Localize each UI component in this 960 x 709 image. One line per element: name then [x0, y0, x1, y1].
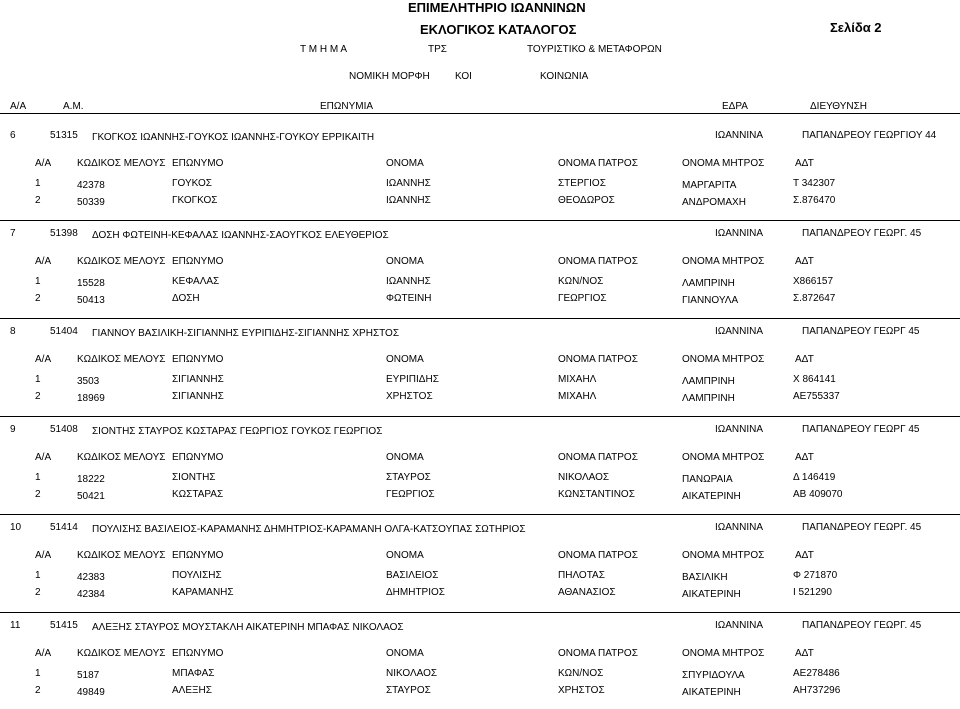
- member-mother: ΠΑΝΩΡΑΙΑ: [682, 474, 733, 485]
- member-surname: ΓΚΟΓΚΟΣ: [172, 195, 218, 206]
- member-col-code: ΚΩΔΙΚΟΣ ΜΕΛΟΥΣ: [77, 648, 166, 659]
- member-adt: ΑΕ755337: [793, 391, 840, 402]
- entry-divider: [0, 318, 960, 319]
- entry-name: ΣΙΟΝΤΗΣ ΣΤΑΥΡΟΣ ΚΩΣΤΑΡΑΣ ΓΕΩΡΓΙΟΣ ΓΟΥΚΟΣ ΓΕΩΡΓΙΟΣ: [92, 426, 383, 437]
- legal-form-label: ΝΟΜΙΚΗ ΜΟΡΦΗ: [349, 71, 430, 82]
- entry-address: ΠΑΠΑΝΔΡΕΟΥ ΓΕΩΡΓ. 45: [802, 228, 922, 239]
- document-title: ΕΚΛΟΓΙΚΟΣ ΚΑΤΑΛΟΓΟΣ: [420, 22, 577, 37]
- member-code: 50339: [77, 197, 105, 208]
- entry-name: ΔΟΣΗ ΦΩΤΕΙΝΗ-ΚΕΦΑΛΑΣ ΙΩΑΝΝΗΣ-ΣΑΟΥΓΚΟΣ ΕΛΕΥΘΕΡΙΟΣ: [92, 230, 389, 241]
- member-name: ΦΩΤΕΙΝΗ: [386, 293, 432, 304]
- entry-am: 51414: [50, 522, 78, 533]
- member-col-code: ΚΩΔΙΚΟΣ ΜΕΛΟΥΣ: [77, 256, 166, 267]
- section-code: ΤΡΣ: [428, 44, 447, 55]
- entry-name: ΑΛΕΞΗΣ ΣΤΑΥΡΟΣ ΜΟΥΣΤΑΚΛΗ ΑΙΚΑΤΕΡΙΝΗ ΜΠΑΦΑΣ ΝΙΚΟΛΑΟΣ: [92, 622, 404, 633]
- page-number: Σελίδα 2: [830, 20, 882, 35]
- member-father: ΠΗΛΟΤΑΣ: [558, 570, 605, 581]
- member-col-name: ΟΝΟΜΑ: [386, 256, 424, 267]
- member-father: ΣΤΕΡΓΙΟΣ: [558, 178, 606, 189]
- entry-divider: [0, 416, 960, 417]
- member-col-aa: Α/Α: [35, 648, 52, 659]
- member-surname: ΚΕΦΑΛΑΣ: [172, 276, 220, 287]
- org-title: ΕΠΙΜΕΛΗΤΗΡΙΟ ΙΩΑΝΝΙΝΩΝ: [408, 0, 586, 15]
- member-col-adt: ΑΔΤ: [795, 354, 814, 365]
- member-father: ΜΙΧΑΗΛ: [558, 374, 597, 385]
- member-father: ΓΕΩΡΓΙΟΣ: [558, 293, 607, 304]
- entry-aa: 11: [10, 620, 21, 631]
- member-name: ΓΕΩΡΓΙΟΣ: [386, 489, 435, 500]
- member-col-aa: Α/Α: [35, 256, 52, 267]
- entry-divider: [0, 612, 960, 613]
- entry-seat: ΙΩΑΝΝΙΝΑ: [715, 620, 764, 631]
- entry-aa: 8: [10, 326, 16, 337]
- member-col-adt: ΑΔΤ: [795, 648, 814, 659]
- member-name: ΒΑΣΙΛΕΙΟΣ: [386, 570, 439, 581]
- member-name: ΧΡΗΣΤΟΣ: [386, 391, 433, 402]
- entry-address: ΠΑΠΑΝΔΡΕΟΥ ΓΕΩΡΓ. 45: [802, 522, 922, 533]
- member-aa: 1: [35, 570, 41, 581]
- member-adt: Χ866157: [793, 276, 834, 287]
- column-name: ΕΠΩΝΥΜΙΑ: [320, 101, 374, 112]
- member-father: ΚΩΝΣΤΑΝΤΙΝΟΣ: [558, 489, 635, 500]
- member-father: ΚΩΝ/ΝΟΣ: [558, 276, 604, 287]
- member-code: 50413: [77, 295, 105, 306]
- member-col-aa: Α/Α: [35, 550, 52, 561]
- member-aa: 1: [35, 472, 41, 483]
- entry-seat: ΙΩΑΝΝΙΝΑ: [715, 130, 764, 141]
- member-mother: ΓΙΑΝΝΟΥΛΑ: [682, 295, 739, 306]
- section-name: ΤΟΥΡΙΣΤΙΚΟ & ΜΕΤΑΦΟΡΩΝ: [527, 44, 662, 55]
- column-am: Α.Μ.: [63, 101, 84, 112]
- member-aa: 1: [35, 178, 41, 189]
- member-col-mother: ΟΝΟΜΑ ΜΗΤΡΟΣ: [682, 648, 765, 659]
- member-col-father: ΟΝΟΜΑ ΠΑΤΡΟΣ: [558, 256, 638, 267]
- member-col-father: ΟΝΟΜΑ ΠΑΤΡΟΣ: [558, 158, 638, 169]
- entry-seat: ΙΩΑΝΝΙΝΑ: [715, 228, 764, 239]
- member-col-mother: ΟΝΟΜΑ ΜΗΤΡΟΣ: [682, 452, 765, 463]
- member-mother: ΛΑΜΠΡΙΝΗ: [682, 278, 735, 289]
- member-col-mother: ΟΝΟΜΑ ΜΗΤΡΟΣ: [682, 256, 765, 267]
- member-aa: 2: [35, 685, 41, 696]
- entry-aa: 6: [10, 130, 16, 141]
- member-col-adt: ΑΔΤ: [795, 256, 814, 267]
- member-mother: ΑΝΔΡΟΜΑΧΗ: [682, 197, 746, 208]
- member-surname: ΔΟΣΗ: [172, 293, 200, 304]
- member-code: 42383: [77, 572, 105, 583]
- member-name: ΙΩΑΝΝΗΣ: [386, 178, 431, 189]
- member-adt: Σ.872647: [793, 293, 836, 304]
- member-col-mother: ΟΝΟΜΑ ΜΗΤΡΟΣ: [682, 354, 765, 365]
- member-adt: Ι 521290: [793, 587, 832, 598]
- member-mother: ΑΙΚΑΤΕΡΙΝΗ: [682, 589, 741, 600]
- member-col-name: ΟΝΟΜΑ: [386, 354, 424, 365]
- member-col-code: ΚΩΔΙΚΟΣ ΜΕΛΟΥΣ: [77, 354, 166, 365]
- legal-form-name: ΚΟΙΝΩΝΙΑ: [540, 71, 589, 82]
- member-mother: ΑΙΚΑΤΕΡΙΝΗ: [682, 687, 741, 698]
- member-col-code: ΚΩΔΙΚΟΣ ΜΕΛΟΥΣ: [77, 158, 166, 169]
- entry-am: 51404: [50, 326, 78, 337]
- member-surname: ΓΟΥΚΟΣ: [172, 178, 212, 189]
- member-aa: 1: [35, 276, 41, 287]
- member-name: ΣΤΑΥΡΟΣ: [386, 472, 431, 483]
- member-father: ΚΩΝ/ΝΟΣ: [558, 668, 604, 679]
- member-col-name: ΟΝΟΜΑ: [386, 452, 424, 463]
- member-aa: 1: [35, 374, 41, 385]
- header-divider: [0, 113, 960, 114]
- legal-form-code: ΚΟΙ: [455, 71, 472, 82]
- member-father: ΧΡΗΣΤΟΣ: [558, 685, 605, 696]
- member-mother: ΑΙΚΑΤΕΡΙΝΗ: [682, 491, 741, 502]
- member-adt: Δ 146419: [793, 472, 836, 483]
- member-code: 42384: [77, 589, 105, 600]
- member-aa: 2: [35, 587, 41, 598]
- entry-seat: ΙΩΑΝΝΙΝΑ: [715, 522, 764, 533]
- member-col-adt: ΑΔΤ: [795, 550, 814, 561]
- entry-seat: ΙΩΑΝΝΙΝΑ: [715, 326, 764, 337]
- member-adt: ΑΒ 409070: [793, 489, 843, 500]
- member-col-surname: ΕΠΩΝΥΜΟ: [172, 648, 224, 659]
- member-adt: Τ 342307: [793, 178, 836, 189]
- entry-aa: 9: [10, 424, 16, 435]
- member-father: ΝΙΚΟΛΑΟΣ: [558, 472, 610, 483]
- member-surname: ΜΠΑΦΑΣ: [172, 668, 215, 679]
- member-name: ΙΩΑΝΝΗΣ: [386, 195, 431, 206]
- member-name: ΝΙΚΟΛΑΟΣ: [386, 668, 438, 679]
- member-surname: ΠΟΥΛΙΣΗΣ: [172, 570, 222, 581]
- entry-aa: 10: [10, 522, 22, 533]
- section-label: Τ Μ Η Μ Α: [300, 44, 348, 55]
- member-adt: ΑΕ278486: [793, 668, 840, 679]
- entry-am: 51398: [50, 228, 78, 239]
- member-name: ΔΗΜΗΤΡΙΟΣ: [386, 587, 445, 598]
- entry-am: 51415: [50, 620, 78, 631]
- member-aa: 2: [35, 293, 41, 304]
- member-mother: ΛΑΜΠΡΙΝΗ: [682, 376, 735, 387]
- member-father: ΘΕΟΔΩΡΟΣ: [558, 195, 615, 206]
- member-col-aa: Α/Α: [35, 452, 52, 463]
- entry-address: ΠΑΠΑΝΔΡΕΟΥ ΓΕΩΡΓΙΟΥ 44: [802, 130, 937, 141]
- member-surname: ΣΙΓΙΑΝΝΗΣ: [172, 391, 224, 402]
- member-col-name: ΟΝΟΜΑ: [386, 648, 424, 659]
- member-code: 42378: [77, 180, 105, 191]
- member-father: ΜΙΧΑΗΛ: [558, 391, 597, 402]
- member-adt: Χ 864141: [793, 374, 836, 385]
- member-col-mother: ΟΝΟΜΑ ΜΗΤΡΟΣ: [682, 550, 765, 561]
- member-col-surname: ΕΠΩΝΥΜΟ: [172, 158, 224, 169]
- entry-am: 51408: [50, 424, 78, 435]
- member-col-aa: Α/Α: [35, 158, 52, 169]
- member-code: 15528: [77, 278, 105, 289]
- member-aa: 2: [35, 391, 41, 402]
- member-col-surname: ΕΠΩΝΥΜΟ: [172, 452, 224, 463]
- member-col-father: ΟΝΟΜΑ ΠΑΤΡΟΣ: [558, 550, 638, 561]
- member-col-father: ΟΝΟΜΑ ΠΑΤΡΟΣ: [558, 354, 638, 365]
- member-surname: ΚΩΣΤΑΡΑΣ: [172, 489, 224, 500]
- member-mother: ΣΠΥΡΙΔΟΥΛΑ: [682, 670, 745, 681]
- column-seat: ΕΔΡΑ: [722, 101, 748, 112]
- member-adt: Φ 271870: [793, 570, 838, 581]
- member-mother: ΛΑΜΠΡΙΝΗ: [682, 393, 735, 404]
- member-surname: ΑΛΕΞΗΣ: [172, 685, 212, 696]
- member-col-father: ΟΝΟΜΑ ΠΑΤΡΟΣ: [558, 452, 638, 463]
- member-mother: ΜΑΡΓΑΡΙΤΑ: [682, 180, 737, 191]
- member-adt: Σ.876470: [793, 195, 836, 206]
- member-col-surname: ΕΠΩΝΥΜΟ: [172, 354, 224, 365]
- member-name: ΙΩΑΝΝΗΣ: [386, 276, 431, 287]
- member-code: 18222: [77, 474, 105, 485]
- member-col-name: ΟΝΟΜΑ: [386, 550, 424, 561]
- member-col-surname: ΕΠΩΝΥΜΟ: [172, 550, 224, 561]
- member-col-code: ΚΩΔΙΚΟΣ ΜΕΛΟΥΣ: [77, 452, 166, 463]
- member-adt: ΑΗ737296: [793, 685, 841, 696]
- entry-name: ΠΟΥΛΙΣΗΣ ΒΑΣΙΛΕΙΟΣ-ΚΑΡΑΜΑΝΗΣ ΔΗΜΗΤΡΙΟΣ-ΚΑΡΑΜΑΝΗ ΟΛΓΑ-ΚΑΤΣΟΥΠΑΣ ΣΩΤΗΡΙΟΣ: [92, 524, 526, 535]
- member-code: 18969: [77, 393, 105, 404]
- member-name: ΕΥΡΙΠΙΔΗΣ: [386, 374, 439, 385]
- member-col-adt: ΑΔΤ: [795, 158, 814, 169]
- member-father: ΑΘΑΝΑΣΙΟΣ: [558, 587, 616, 598]
- member-code: 49849: [77, 687, 105, 698]
- entry-name: ΓΙΑΝΝΟΥ ΒΑΣΙΛΙΚΗ-ΣΙΓΙΑΝΝΗΣ ΕΥΡΙΠΙΔΗΣ-ΣΙΓΙΑΝΝΗΣ ΧΡΗΣΤΟΣ: [92, 328, 400, 339]
- member-col-surname: ΕΠΩΝΥΜΟ: [172, 256, 224, 267]
- member-aa: 1: [35, 668, 41, 679]
- member-mother: ΒΑΣΙΛΙΚΗ: [682, 572, 728, 583]
- member-col-aa: Α/Α: [35, 354, 52, 365]
- member-col-code: ΚΩΔΙΚΟΣ ΜΕΛΟΥΣ: [77, 550, 166, 561]
- member-col-mother: ΟΝΟΜΑ ΜΗΤΡΟΣ: [682, 158, 765, 169]
- member-name: ΣΤΑΥΡΟΣ: [386, 685, 431, 696]
- entry-address: ΠΑΠΑΝΔΡΕΟΥ ΓΕΩΡΓ 45: [802, 326, 920, 337]
- entry-aa: 7: [10, 228, 16, 239]
- entry-divider: [0, 514, 960, 515]
- member-aa: 2: [35, 195, 41, 206]
- column-aa: Α/Α: [10, 101, 27, 112]
- member-col-name: ΟΝΟΜΑ: [386, 158, 424, 169]
- member-surname: ΣΙΓΙΑΝΝΗΣ: [172, 374, 224, 385]
- member-surname: ΚΑΡΑΜΑΝΗΣ: [172, 587, 234, 598]
- member-col-father: ΟΝΟΜΑ ΠΑΤΡΟΣ: [558, 648, 638, 659]
- entry-divider: [0, 220, 960, 221]
- member-code: 5187: [77, 670, 100, 681]
- entry-name: ΓΚΟΓΚΟΣ ΙΩΑΝΝΗΣ-ΓΟΥΚΟΣ ΙΩΑΝΝΗΣ-ΓΟΥΚΟΥ ΕΡΡΙΚΑΙΤΗ: [92, 132, 375, 143]
- member-aa: 2: [35, 489, 41, 500]
- member-surname: ΣΙΟΝΤΗΣ: [172, 472, 216, 483]
- member-code: 50421: [77, 491, 105, 502]
- member-col-adt: ΑΔΤ: [795, 452, 814, 463]
- entry-address: ΠΑΠΑΝΔΡΕΟΥ ΓΕΩΡΓ. 45: [802, 620, 922, 631]
- entry-address: ΠΑΠΑΝΔΡΕΟΥ ΓΕΩΡΓ 45: [802, 424, 920, 435]
- entry-am: 51315: [50, 130, 78, 141]
- column-address: ΔΙΕΥΘΥΝΣΗ: [810, 101, 867, 112]
- entry-seat: ΙΩΑΝΝΙΝΑ: [715, 424, 764, 435]
- member-code: 3503: [77, 376, 100, 387]
